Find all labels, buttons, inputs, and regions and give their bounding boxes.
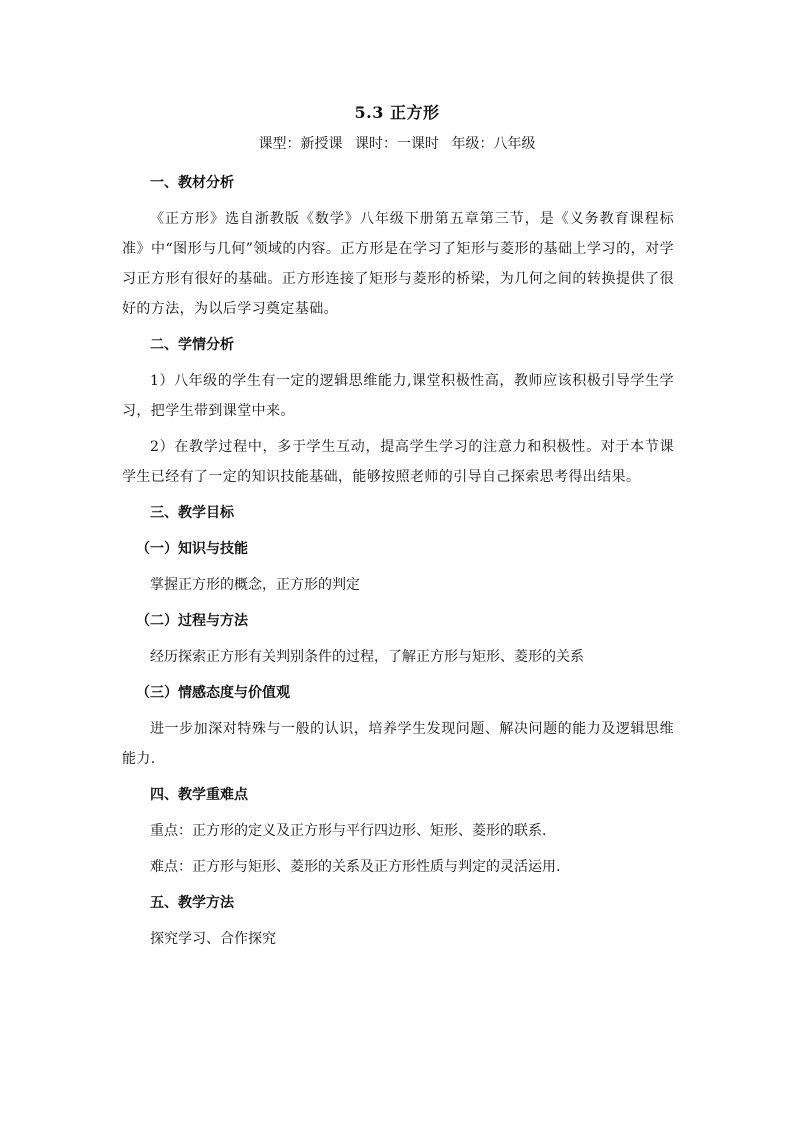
student-analysis-paragraph-1: 1）八年级的学生有一定的逻辑思维能力,课堂积极性高，教师应该积极引导学生学习，把学生带到课堂中来。 bbox=[122, 373, 674, 419]
goal-subheading-knowledge: （一）知识与技能 bbox=[136, 541, 248, 557]
goal-subheading-process: （二）过程与方法 bbox=[136, 613, 248, 629]
section-heading-teaching-goals: 三、教学目标 bbox=[150, 505, 234, 521]
lesson-time: 课时：一课时 bbox=[355, 136, 439, 152]
grade: 年级：八年级 bbox=[451, 136, 536, 152]
goal-text-attitude: 进一步加深对特殊与一般的认识，培养学生发现问题、解决问题的能力及逻辑思维能力. bbox=[122, 721, 674, 767]
page-title: 5.3 正方形 bbox=[354, 103, 440, 122]
lesson-meta bbox=[0, 133, 794, 153]
section-heading-student-analysis: 二、学情分析 bbox=[150, 337, 234, 353]
section-heading-material-analysis: 一、教材分析 bbox=[150, 175, 234, 191]
student-analysis-paragraph-2: 2）在教学过程中，多于学生互动，提高学生学习的注意力和积极性。对于本节课学生已经有了一定的知识技能基础，能够按照老师的引导自己探索思考得出结果。 bbox=[122, 439, 674, 485]
teaching-methods-text: 探究学习、合作探究 bbox=[150, 931, 276, 947]
goal-subheading-attitude: （三）情感态度与价值观 bbox=[136, 685, 290, 701]
key-point-text: 重点：正方形的定义及正方形与平行四边形、矩形、菱形的联系. bbox=[150, 823, 547, 839]
material-analysis-paragraph: 《正方形》选自浙教版《数学》八年级下册第五章第三节，是《义务教育课程标准》中“图形与几何”领域的内容。正方形是在学习了矩形与菱形的基础上学习的，对学习正方形有很好的基础。正方形连接了矩形与菱形的桥梁，为几何之间的转换提供了很好的方法，为以后学习奠定基础。 bbox=[122, 211, 674, 317]
section-heading-teaching-methods: 五、教学方法 bbox=[150, 895, 234, 911]
goal-text-knowledge: 掌握正方形的概念，正方形的判定 bbox=[150, 577, 360, 593]
section-heading-key-points: 四、教学重难点 bbox=[150, 787, 248, 803]
document-body bbox=[122, 168, 674, 954]
goal-text-process: 经历探索正方形有关判别条件的过程，了解正方形与矩形、菱形的关系 bbox=[150, 649, 584, 665]
course-type: 课型：新授课 bbox=[258, 136, 343, 152]
difficult-point-text: 难点：正方形与矩形、菱形的关系及正方形性质与判定的灵活运用. bbox=[150, 859, 561, 875]
